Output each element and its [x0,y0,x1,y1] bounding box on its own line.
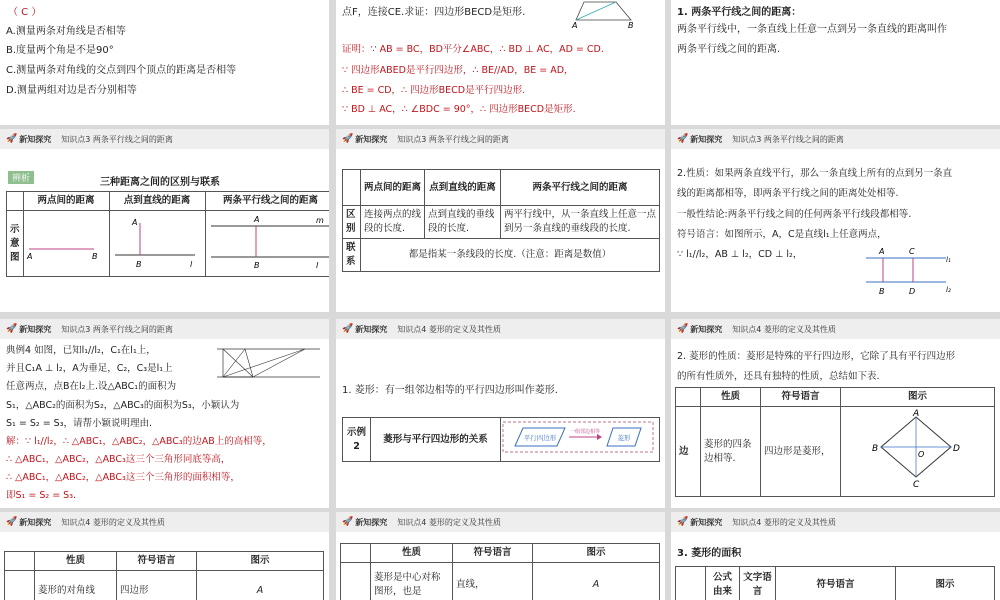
property-intro-2: 的所有性质外，还具有独特的性质，总结如下表. [677,371,880,382]
parallelogram-box: 平行四边形 [523,434,557,442]
problem-text: 点F，连接CE.求证：四边形BECD是矩形. [342,7,526,18]
row-header: 区别 [343,206,361,239]
rhombus-figure [841,409,981,489]
example-line-4: S₁，△ABC₂的面积为S₂，△ABC₃的面积为S₃，小颖认为 [6,400,240,411]
two-point-diagram [24,211,109,271]
example-table [342,417,660,462]
col-header: 点到直线的距离 [109,192,205,211]
col-header: 两点间的距离 [361,170,425,206]
col-header: 文字语言 [740,567,776,600]
example-line-3: 任意两点，点B在l₂上.设△ABC₁的面积为 [6,381,177,392]
answer: （ C ） [8,7,42,18]
slide-panel-1 [0,0,329,125]
proof-line-2: ∵ 四边形ABED是平行四边形，∴ BE//AD，BE = AD， [342,65,574,76]
breadcrumb: 知识点3 两条平行线之间的距离 [61,134,173,144]
row-header: 边 [676,407,701,497]
panel-header [671,129,1000,149]
table-cell: 直线， [453,563,533,600]
comparison-table [6,191,329,277]
slide-panel-4 [0,129,329,312]
slide-panel-8 [336,319,665,508]
arrow-label: 一组邻边相等 [569,429,601,435]
panel-header [0,512,329,532]
parallel-distance-figure [861,244,961,304]
proof-line-3: ∴ BE = CD，∴ 四边形BECD是平行四边形. [342,85,526,96]
relation-label: 菱形与平行四边形的关系 [371,418,501,462]
col-header: 公式由来 [706,567,740,600]
rocket-icon: 🚀 [342,517,354,527]
label-a: A [253,215,259,224]
label-a: A [913,409,920,419]
option-a: A.测量两条对角线是否相等 [6,26,126,37]
table-cell: 菱形的四条边相等. [701,407,761,497]
col-header: 符号语言 [761,388,841,407]
header-lead: 新知探究 [690,324,723,334]
breadcrumb: 知识点3 两条平行线之间的距离 [397,134,509,144]
rocket-icon: 🚀 [342,134,354,144]
label-b: B [91,252,98,261]
slide-panel-2 [336,0,665,125]
slide-panel-12 [671,512,1000,600]
rocket-icon: 🚀 [6,134,18,144]
table-title: 三种距离之间的区别与联系 [100,177,220,188]
example-line-2: 并且C₁A ⊥ l₂，A为垂足，C₂，C₃是l₁上 [6,363,173,374]
relation-diagram [501,418,656,456]
table-cell: 菱形是中心对称图形，也是 [371,563,453,600]
slide-panel-7 [0,319,329,508]
label-l: l [189,260,192,269]
breadcrumb: 知识点3 两条平行线之间的距离 [732,134,844,144]
col-header: 两条平行线之间的距离 [205,192,329,211]
panel-header [336,319,665,339]
panel-header [336,512,665,532]
header-lead: 新知探究 [355,324,388,334]
triangles-figure [215,341,325,386]
property-line-5: ∵ l₁//l₂，AB ⊥ l₂，CD ⊥ l₂， [677,249,803,260]
col-header: 性质 [371,544,453,563]
breadcrumb: 知识点3 两条平行线之间的距离 [61,324,173,334]
breadcrumb: 知识点4 菱形的定义及其性质 [732,517,836,527]
label-l: l [315,261,318,270]
header-lead: 新知探究 [690,517,723,527]
solution-line-3: ∴ △ABC₁，△ABC₂，△ABC₃这三个三角形的面积相等， [6,472,240,483]
label-l2: l₂ [946,286,951,294]
rhombus-definition: 1. 菱形：有一组邻边相等的平行四边形叫作菱形. [342,385,558,396]
label-b: B [135,260,142,269]
breadcrumb: 知识点4 菱形的定义及其性质 [397,517,501,527]
solution-line-2: ∴ △ABC₁，△ABC₂，△ABC₃这三个三角形同底等高， [6,454,231,465]
panel-header [671,512,1000,532]
header-lead: 新知探究 [19,517,52,527]
col-header: 图示 [841,388,995,407]
label-a: A [26,252,32,261]
slide-panel-11 [336,512,665,600]
rocket-icon: 🚀 [6,324,18,334]
rocket-icon: 🚀 [342,324,354,334]
property-table [675,387,995,497]
col-header: 性质 [701,388,761,407]
label-m: m [315,216,324,225]
slide-panel-9 [671,319,1000,508]
rhombus-box: 菱形 [617,434,631,442]
col-header: 图示 [533,544,660,563]
rocket-icon: 🚀 [677,134,689,144]
solution-line-4: 即S₁ = S₂ = S₃. [6,490,77,501]
table-cell: 点到直线的垂线段的长度. [425,206,501,239]
label-b: B [872,444,879,454]
option-b: B.度量两个角是不是90° [6,45,114,56]
header-lead: 新知探究 [355,134,388,144]
option-d: D.测量两组对边是否分别相等 [6,85,137,96]
table-cell: 四边形是菱形， [761,407,841,497]
example-line-1: 典例4 如图，已知l₁//l₂，C₁在l₁上， [6,345,156,356]
label-a: A [197,571,324,600]
table-cell: 菱形的对角线 [35,571,117,600]
col-header: 符号语言 [117,552,197,571]
label-a: A [533,563,660,600]
slide-panel-5 [336,129,665,312]
property-line-3: 一般性结论:两条平行线之间的任何两条平行线段都相等. [677,209,912,220]
row-header: 联系 [343,239,361,272]
proof-line-1: 证明：∵ AB = BC，BD平分∠ABC，∴ BD ⊥ AC，AD = CD. [342,44,604,55]
solution-line-1: 解：∵ l₁//l₂，∴ △ABC₁，△ABC₂，△ABC₃的边AB上的高相等， [6,436,272,447]
breadcrumb: 知识点4 菱形的定义及其性质 [732,324,836,334]
slide-panel-6 [671,129,1000,312]
slide-panel-3 [671,0,1000,125]
property-line-1: 2.性质：如果两条直线平行，那么一条直线上所有的点到另一条直 [677,168,953,179]
breadcrumb: 知识点4 菱形的定义及其性质 [61,517,165,527]
table-cell: 都是指某一条线段的长度.（注意：距离是数值） [361,239,660,272]
slide-panel-10 [0,512,329,600]
col-header: 图示 [197,552,324,571]
panel-header [671,319,1000,339]
rocket-icon: 🚀 [677,324,689,334]
area-title: 3. 菱形的面积 [677,548,742,559]
table-cell: 连接两点的线段的长度. [361,206,425,239]
property-line-4: 符号语言：如图所示，A，C是直线l₁上任意两点， [677,229,887,240]
row-header: 示意图 [7,211,24,277]
tag-badge: 辨析 [8,171,34,184]
rocket-icon: 🚀 [677,517,689,527]
rect-figure [566,0,646,30]
table-cell: 四边形 [117,571,197,600]
col-header: 两点间的距离 [23,192,109,211]
definition-line-1: 两条平行线中，一条直线上任意一点到另一条直线的距离叫作 [677,24,947,35]
label-b: B [879,287,885,296]
breadcrumb: 知识点4 菱形的定义及其性质 [397,324,501,334]
property-intro-1: 2. 菱形的性质：菱形是特殊的平行四边形，它除了具有平行四边形 [677,351,956,362]
label-a: A [131,218,137,227]
property-table [4,551,324,600]
proof-line-4: ∵ BD ⊥ AC，∴ ∠BDC = 90°，∴ 四边形BECD是矩形. [342,104,576,115]
col-header: 符号语言 [776,567,896,600]
label-d: D [909,287,916,296]
label-a: A [879,247,885,256]
fig-label-b: B [628,21,634,30]
panel-header [0,319,329,339]
definition-line-2: 两条平行线之间的距离. [677,44,781,55]
col-header: 性质 [35,552,117,571]
label-l1: l₁ [946,256,951,264]
example-label: 示例2 [343,418,371,462]
label-d: D [953,444,960,454]
label-o: O [918,450,925,459]
col-header: 两条平行线之间的距离 [501,170,660,206]
header-lead: 新知探究 [19,134,52,144]
panel-header [336,129,665,149]
option-c: C.测量两条对角线的交点到四个顶点的距离是否相等 [6,65,237,76]
difference-table [342,169,660,272]
col-header: 符号语言 [453,544,533,563]
property-line-2: 线的距离都相等，即两条平行线之间的距离处处相等. [677,188,899,199]
property-table [340,543,660,600]
rocket-icon: 🚀 [6,517,18,527]
table-cell: 两平行线中，从一条直线上任意一点到另一条直线的垂线段的长度. [501,206,660,239]
col-header: 点到直线的距离 [425,170,501,206]
fig-label-a: A [572,21,578,30]
panel-header [0,129,329,149]
area-table [675,566,995,600]
header-lead: 新知探究 [19,324,52,334]
header-lead: 新知探究 [355,517,388,527]
example-line-5: S₁ = S₂ = S₃，请帮小颖说明理由. [6,418,153,429]
label-c: C [909,247,915,256]
section-title: 1. 两条平行线之间的距离： [677,7,802,18]
label-b: B [253,261,260,270]
point-line-diagram [110,211,205,271]
parallel-lines-diagram [206,211,329,271]
col-header: 图示 [896,567,995,600]
header-lead: 新知探究 [690,134,723,144]
label-c: C [913,480,920,489]
